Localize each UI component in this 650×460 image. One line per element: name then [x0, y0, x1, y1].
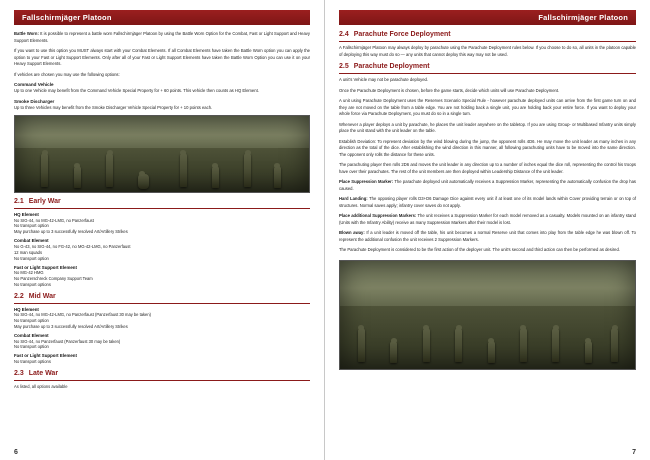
- section-title: Late War: [28, 369, 59, 377]
- section-title: Mid War: [28, 292, 56, 300]
- photo-vignette: [340, 261, 635, 369]
- section-number: 2.2: [14, 292, 24, 300]
- battle-worn-paragraph: [14, 31, 310, 44]
- unit-line: May purchase up to 3 successfully resolved Art/Artillery Strikes: [14, 229, 128, 235]
- marker-rule-blown-away: [339, 230, 636, 243]
- page-right: [325, 0, 650, 460]
- unit-line: No transport option: [14, 318, 49, 324]
- unit-line: As listed, all options available: [14, 383, 68, 389]
- section-number: 2.5: [339, 63, 349, 70]
- unit-line: No SIG-44, no MG-42-LMG, no Panzerfaust (Panzerfaust 30 may be taken): [14, 312, 151, 318]
- unit-line: No transport options: [14, 358, 51, 364]
- marker-text: The parachute deployed unit automatically receives a Suppression Marker, representing the automatically confusion the drop has caused.: [339, 179, 636, 191]
- page-number-left: 6: [14, 449, 18, 456]
- section-rule: [14, 208, 310, 209]
- page-number-right: 7: [632, 449, 636, 456]
- section-heading-parachute-deployment: [339, 63, 636, 70]
- battle-worn-label: Battle Worn:: [14, 31, 39, 36]
- marker-label: Blown away:: [339, 230, 365, 235]
- left-page-body: [14, 31, 310, 390]
- header-title-right: Fallschirmjäger Platoon: [538, 13, 628, 22]
- marker-rule-hard-landing: [339, 196, 636, 209]
- fallschirmjager-squad-photo: [14, 115, 310, 193]
- unit-line: May purchase up to 3 successfully resolved Art/Artillery Strikes: [14, 324, 128, 330]
- parachute-paragraph-5: Establish Deviation: To represent deviation by the wind blowing during the jump, the opponent rolls 4D6. He may move the unit leader as many inches in any direction as the total of the dice. After establishing the wind direction in this manner, all following parachuting units have to be moved into the same direction. The opponent only rolls the distance for these units.: [339, 138, 636, 157]
- parachute-paragraph-2: Once the Parachute Deployment is chosen, before the game starts, decide which units will use Parachute Deployment.: [339, 87, 560, 93]
- photo-vignette: [15, 116, 309, 192]
- page-header-right: [339, 10, 636, 25]
- unit-heading: HQ Element: [14, 212, 39, 217]
- unit-line: No transport option: [14, 344, 49, 350]
- unit-line: No MG-42 HMG: [14, 270, 44, 276]
- marker-text: The opposing player rolls D3+D6 Damage Dice against every unit if at least one of its model lands within Cover providing terrain or on top of structures. Normal saves apply; infantry cover saves do not apply.: [339, 196, 636, 208]
- right-page-body: [339, 31, 636, 370]
- section-rule: [14, 380, 310, 381]
- section-number: 2.4: [339, 31, 349, 38]
- section-heading-early-war: [14, 198, 310, 205]
- battle-worn-text: It is possible to represent a battle worn Fallschirmjäger Platoon by using the Battle Worn Option for the Combat, Fast or Light Support and Heavy Support Elements.: [14, 31, 310, 43]
- command-vehicle-text: Up to one Vehicle may benefit from the Command Vehicle Special Property for + 60 points. This vehicle then counts as HQ Element.: [14, 88, 259, 93]
- smoke-discharger-text: Up to three Vehicles may benefit from the Smoke Discharger Vehicle Special Property for + 10 points each.: [14, 104, 213, 110]
- unit-line: No Panzerschreck Company Support Team: [14, 275, 93, 281]
- header-title-left: Fallschirmjäger Platoon: [22, 13, 112, 22]
- parachute-paragraph-1: A unit's Vehicle may not be parachute deployed.: [339, 77, 429, 82]
- marker-text: The unit receives a Suppression Marker for each model removed as a casualty. Models mounted on an infantry stand (Units with the Infantry Ability) receive as many Suppression Markers after their model is lost.: [339, 213, 636, 225]
- smoke-discharger-heading: Smoke Discharger: [14, 98, 55, 104]
- section-rule: [339, 41, 636, 42]
- unit-heading: Fast or Light Support Element: [14, 264, 77, 270]
- parachute-paragraph-4: Whenever a player deploys a unit by parachute, he places the unit leader anywhere on the tabletop. If you are using Group- or Multibased Infantry units simply place the unit stand with the unit leader on the table.: [339, 121, 636, 133]
- unit-line: No transport options: [14, 281, 51, 287]
- marker-rule-additional-suppression: [339, 213, 636, 226]
- parachute-paragraph-6: The parachuting player then rolls 2D6 and moves the unit leader in any direction up to a number of inches equal the dice roll, representing the control his troops have over their parachutes. The rest of the unit members are then deployed within Leadership Distance of the unit leader.: [339, 162, 636, 174]
- section-heading-parachute-force-deployment: [339, 31, 636, 38]
- unit-heading: Combat Element: [14, 333, 49, 339]
- unit-line: No SIG-44, no MG-42-LMG, no Panzerfaust: [14, 217, 94, 223]
- unit-heading: Fast or Light Support Element: [14, 353, 77, 359]
- section-title: Parachute Deployment: [353, 63, 430, 70]
- left-paragraph-1: If you want to use this option you MUST always start with your Combat Elements. If all Combat Elements have taken the Battle Worn option you can apply the option to your Fast or Light Support Elements. Only after all of your Fast or Light Support Elements have taken the Battle Worn Option you can use it on your Heavy Support Elements.: [14, 48, 310, 66]
- marker-label: Place Suppression Marker:: [339, 179, 394, 184]
- marker-label: Place additional Suppression Markers:: [339, 213, 417, 218]
- unit-line: No transport option: [14, 223, 49, 229]
- unit-line: No transport option: [14, 255, 49, 261]
- parachute-paragraph-3: A unit using Parachute Deployment uses the Reserves Scenario Special Rule - however parachute deployed units can arrive from the first game turn on and they are not moved on the table from a table edge. You are not holding back a single unit, you are holding back your entire force. If you want to deploy your whole force via Parachute Deployment, you must do so in a single turn.: [339, 98, 636, 116]
- section-rule: [14, 303, 310, 304]
- section-heading-mid-war: [14, 293, 310, 300]
- section-title: Early War: [28, 198, 61, 205]
- page-header-left: [14, 10, 310, 25]
- section-title: Parachute Force Deployment: [353, 31, 451, 38]
- parachute-paragraph-final: The Parachute Deployment is considered to be the first action of the deployer unit. The unit's second and third action can then be performed as desired.: [339, 247, 620, 252]
- parachute-force-paragraph: A Fallschirmjäger Platoon may always deploy by parachute using the Parachute Deployment rules below. If you choose to do so, all units in the platoon capable of deploying this way must do so — any units that cannot deploy this way may not be used.: [339, 45, 636, 57]
- section-number: 2.1: [14, 198, 24, 205]
- left-paragraph-2: If vehicles are chosen you may use the following options:: [14, 71, 120, 77]
- command-vehicle-heading: Command Vehicle: [14, 82, 54, 87]
- marker-rule-place-suppression: [339, 179, 636, 192]
- unit-heading: HQ Element: [14, 306, 39, 312]
- unit-heading: Combat Element: [14, 238, 49, 244]
- unit-line: No G-43, no SIG-44, no FG-42, no MG-42-LMG, no Panzerfaust: [14, 243, 131, 249]
- unit-line: No SIG-44, no Panzerfaust (Panzerfaust 30 may be taken): [14, 338, 121, 344]
- fallschirmjager-patrol-photo: [339, 260, 636, 370]
- section-rule: [339, 73, 636, 74]
- marker-text: If a unit leader is moved off the table, his unit becomes a normal Reserve unit that comes into play from the table edge he was blown off. To represent the additional confusion the unit receives 2 Suppression Markers.: [339, 230, 636, 242]
- unit-line: 12 man squads: [14, 249, 42, 255]
- section-number: 2.3: [14, 369, 24, 377]
- section-heading-late-war: [14, 370, 310, 377]
- marker-label: Hard Landing:: [339, 196, 368, 201]
